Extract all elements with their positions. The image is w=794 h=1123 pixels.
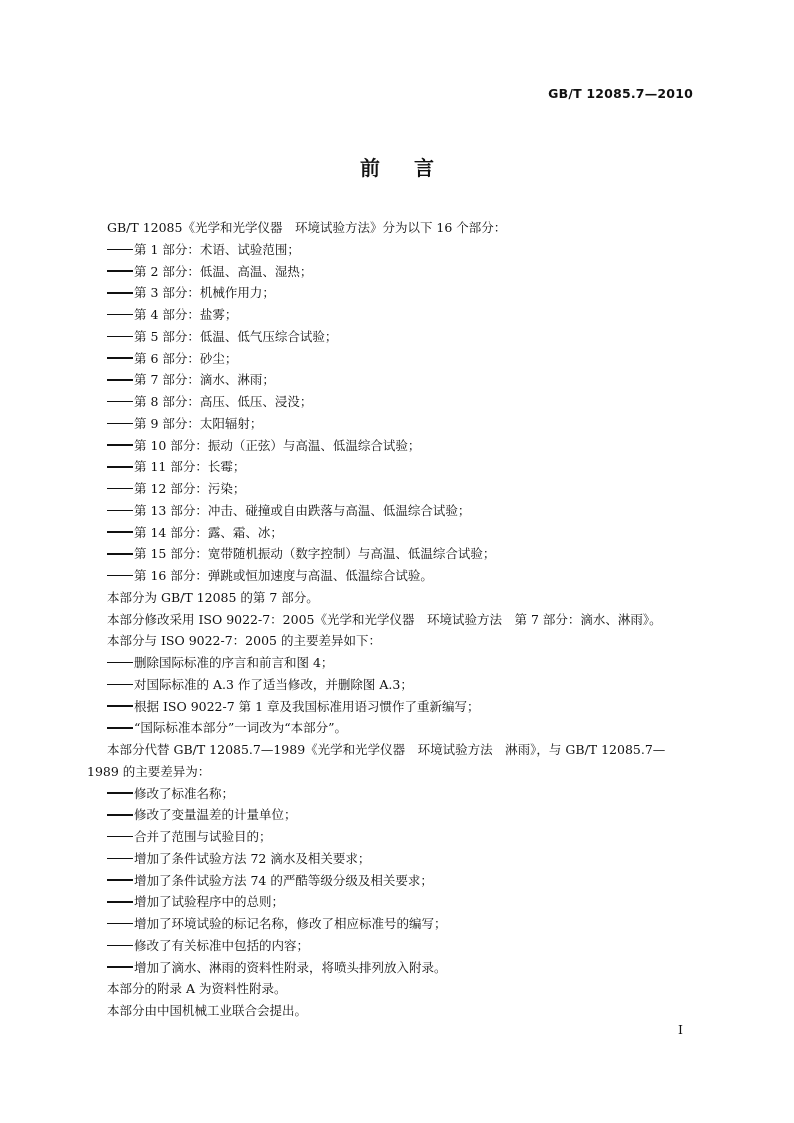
em-dash-icon — [107, 510, 133, 512]
em-dash-icon — [107, 814, 133, 816]
em-dash-icon — [107, 444, 133, 446]
part-list-item — [107, 435, 697, 457]
part-statement: 本部分为 GB/T 12085 的第 7 部分。 — [107, 589, 319, 605]
part-list-item — [107, 239, 697, 261]
em-dash-icon — [107, 901, 133, 903]
part-list-item-text: 第 5 部分：低温、低气压综合试验； — [134, 328, 338, 344]
part-list-item — [107, 522, 697, 544]
replacement-difference-item — [107, 804, 697, 826]
part-list-item-text: 第 16 部分：弹跳或恒加速度与高温、低温综合试验。 — [134, 568, 433, 583]
replacement-difference-item-text: 增加了滴水、淋雨的资料性附录，将喷头排列放入附录。 — [134, 959, 447, 975]
replacement-difference-item — [107, 870, 697, 892]
iso-difference-item — [107, 696, 697, 718]
em-dash-icon — [107, 792, 133, 794]
part-list-item-text: 第 13 部分：冲击、碰撞或自由跌落与高温、低温综合试验； — [134, 502, 471, 518]
em-dash-icon — [107, 423, 133, 425]
standard-code: GB/T 12085.7—2010 — [548, 86, 693, 101]
em-dash-icon — [107, 727, 133, 729]
parts-list — [107, 239, 697, 587]
em-dash-icon — [107, 270, 133, 272]
em-dash-icon — [107, 923, 133, 925]
part-list-item-text: 第 15 部分：宽带随机振动（数字控制）与高温、低温综合试验； — [134, 546, 496, 562]
part-list-item-text: 第 3 部分：机械作用力； — [134, 285, 275, 301]
part-list-item — [107, 456, 697, 478]
em-dash-icon — [107, 705, 133, 707]
part-list-item-text: 第 14 部分：露、霜、冰； — [134, 524, 283, 540]
part-list-item-text: 第 4 部分：盐雾； — [134, 307, 238, 322]
em-dash-icon — [107, 858, 133, 860]
replacement-difference-item-text: 增加了条件试验方法 72 滴水及相关要求； — [134, 850, 371, 866]
part-list-item-text: 第 8 部分：高压、低压、浸没； — [134, 394, 313, 409]
iso-differences-list — [107, 652, 697, 739]
em-dash-icon — [107, 966, 133, 968]
iso-difference-item-text: 删除国际标准的序言和前言和图 4； — [134, 655, 334, 670]
intro-paragraph: GB/T 12085《光学和光学仪器 环境试验方法》分为以下 16 个部分： — [107, 220, 507, 235]
em-dash-icon — [107, 553, 133, 555]
part-list-item — [107, 369, 697, 391]
iso-adoption-statement: 本部分修改采用 ISO 9022-7：2005《光学和光学仪器 环境试验方法 第 7 部分：滴水、淋雨》。 — [107, 611, 662, 627]
em-dash-icon — [107, 531, 133, 533]
replacement-difference-item-text: 增加了条件试验方法 74 的严酷等级分级及相关要求； — [134, 872, 433, 888]
em-dash-icon — [107, 662, 133, 664]
replacement-difference-item — [107, 957, 697, 979]
replacement-difference-item-text: 合并了范围与试验目的； — [134, 829, 272, 844]
replacement-difference-item — [107, 848, 697, 870]
replacement-statement-line2: 1989 的主要差异为： — [87, 763, 211, 779]
replacement-difference-item-text: 增加了试验程序中的总则； — [134, 894, 285, 910]
part-list-item — [107, 326, 697, 348]
em-dash-icon — [107, 575, 133, 577]
part-list-item-text: 第 11 部分：长霉； — [134, 459, 246, 475]
part-list-item-text: 第 7 部分：滴水、淋雨； — [134, 372, 275, 388]
iso-difference-item — [107, 717, 697, 739]
appendix-statement: 本部分的附录 A 为资料性附录。 — [107, 981, 287, 997]
em-dash-icon — [107, 945, 133, 947]
iso-difference-item — [107, 674, 697, 696]
part-list-item-text: 第 12 部分：污染； — [134, 481, 246, 496]
em-dash-icon — [107, 488, 133, 490]
part-list-item — [107, 565, 697, 587]
part-list-item — [107, 348, 697, 370]
part-list-item — [107, 500, 697, 522]
replacement-difference-item-text: 修改了有关标准中包括的内容； — [134, 937, 310, 953]
em-dash-icon — [107, 314, 133, 316]
part-list-item — [107, 391, 697, 413]
foreword-body — [87, 217, 697, 1022]
part-list-item-text: 第 1 部分：术语、试验范围； — [134, 241, 300, 257]
proposer-statement: 本部分由中国机械工业联合会提出。 — [107, 1003, 308, 1018]
em-dash-icon — [107, 379, 133, 381]
iso-differences-heading: 本部分与 ISO 9022-7：2005 的主要差异如下： — [107, 633, 381, 649]
em-dash-icon — [107, 357, 133, 359]
em-dash-icon — [107, 401, 133, 403]
part-list-item — [107, 282, 697, 304]
iso-difference-item-text: 对国际标准的 A.3 作了适当修改，并删除图 A.3； — [134, 676, 413, 692]
replacement-difference-item — [107, 826, 697, 848]
em-dash-icon — [107, 466, 133, 468]
iso-difference-item-text: 根据 ISO 9022-7 第 1 章及我国标准用语习惯作了重新编写； — [134, 698, 480, 714]
part-list-item — [107, 413, 697, 435]
page-number: I — [678, 1022, 683, 1037]
replacement-statement-line1: 本部分代替 GB/T 12085.7—1989《光学和光学仪器 环境试验方法 淋雨》，与 GB/T 12085.7— — [107, 742, 666, 757]
replacement-difference-item-text: 修改了标准名称； — [134, 785, 235, 801]
iso-difference-item-text: “国际标准本部分”一词改为“本部分”。 — [134, 720, 348, 736]
em-dash-icon — [107, 684, 133, 686]
part-list-item — [107, 543, 697, 565]
part-list-item-text: 第 10 部分：振动（正弦）与高温、低温综合试验； — [134, 437, 421, 453]
replacement-difference-item — [107, 891, 697, 913]
em-dash-icon — [107, 292, 133, 294]
part-list-item-text: 第 6 部分：砂尘； — [134, 350, 238, 366]
part-list-item-text: 第 2 部分：低温、高温、湿热； — [134, 263, 313, 279]
replacement-difference-item-text: 增加了环境试验的标记名称，修改了相应标准号的编写； — [134, 916, 447, 931]
em-dash-icon — [107, 336, 133, 338]
replacement-differences-list — [107, 783, 697, 979]
replacement-difference-item — [107, 783, 697, 805]
em-dash-icon — [107, 879, 133, 881]
em-dash-icon — [107, 836, 133, 838]
part-list-item-text: 第 9 部分：太阳辐射； — [134, 415, 263, 431]
page-title: 前言 — [360, 156, 468, 180]
part-list-item — [107, 304, 697, 326]
replacement-difference-item — [107, 913, 697, 935]
iso-difference-item — [107, 652, 697, 674]
replacement-difference-item-text: 修改了变量温差的计量单位； — [134, 807, 297, 823]
part-list-item — [107, 261, 697, 283]
em-dash-icon — [107, 249, 133, 251]
replacement-difference-item — [107, 935, 697, 957]
part-list-item — [107, 478, 697, 500]
